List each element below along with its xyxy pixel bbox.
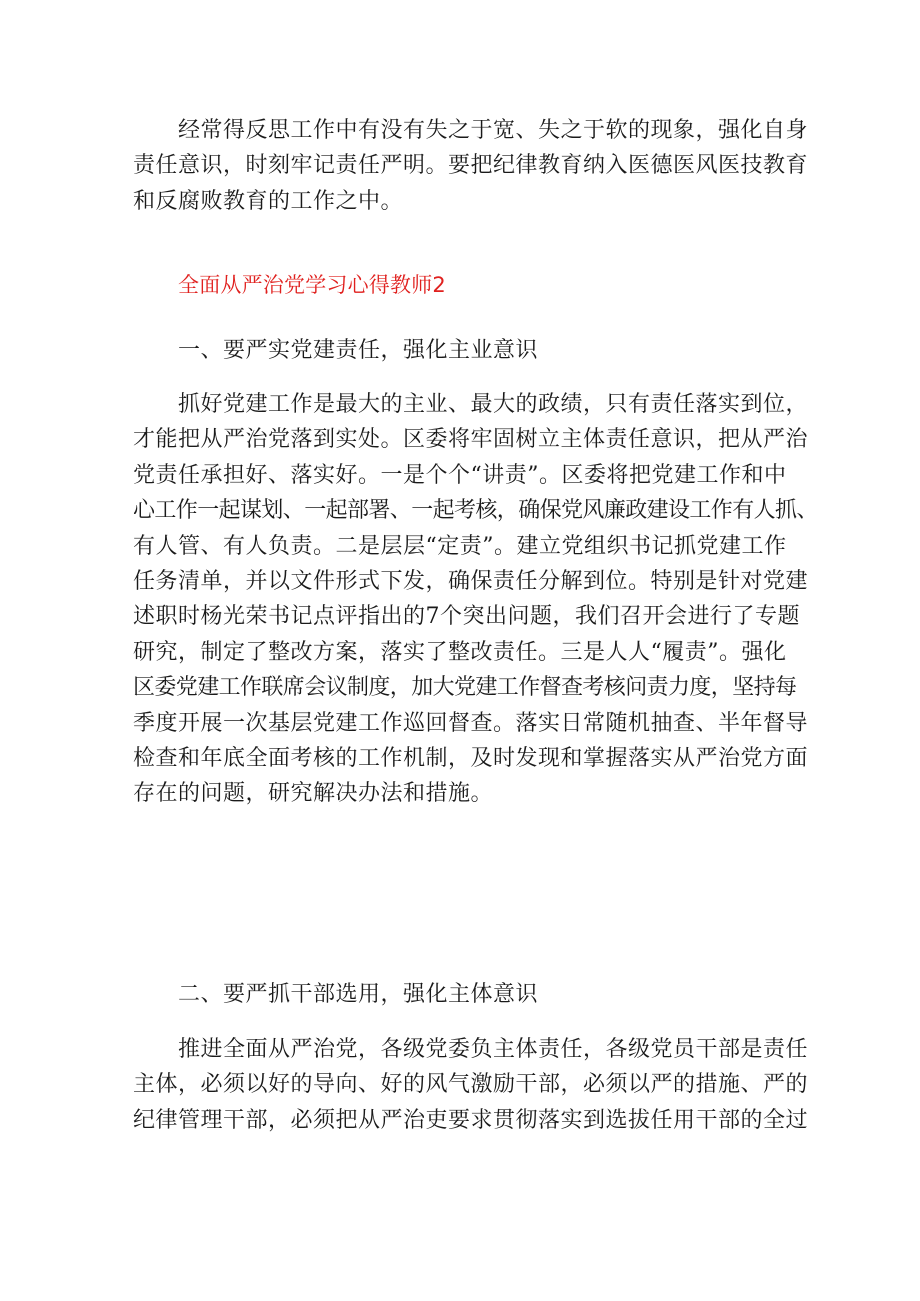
paragraph-intro [133,113,809,219]
text-line: 责任意识，时刻牢记责任严明。要把纪律教育纳入医德医风医技教育 [133,153,809,179]
text-line: 有人管、有人负责。二是层层“定责”。建立党组织书记抓党建工作 [133,533,787,559]
text-line: 党责任承担好、落实好。一是个个“讲责”。区委将把党建工作和中 [133,462,787,488]
text-line: 经常得反思工作中有没有失之于宽、失之于软的现象，强化自身 [178,118,809,143]
text-line: 心工作一起谋划、一起部署、一起考核，确保党风廉政建设工作有人抓、 [133,498,818,524]
text-line: 抓好党建工作是最大的主业、最大的政绩，只有责任落实到位， [178,392,809,417]
text-line: 推进全面从严治党，各级党委负主体责任，各级党员干部是责任 [178,1037,809,1062]
heading-two: 二、要严抓干部选用，强化主体意识 [178,982,539,1007]
paragraph-party-responsibility [133,387,818,812]
text-line: 存在的问题，研究解决办法和措施。 [133,781,494,807]
text-line: 述职时杨光荣书记点评指出的7个突出问题，我们召开会进行了专题 [133,604,800,630]
text-line: 研究，制定了整改方案，落实了整改责任。三是人人“履责”。强化 [133,639,787,665]
text-line: 区委党建工作联席会议制度，加大党建工作督查考核问责力度，坚持每 [133,675,797,701]
heading-one: 一、要严实党建责任，强化主业意识 [178,338,539,363]
paragraph-cadre-selection [133,1032,809,1138]
text-line: 纪律管理干部，必须把从严治吏要求贯彻落实到选拔任用干部的全过 [133,1107,809,1133]
text-line: 主体，必须以好的导向、好的风气激励干部，必须以严的措施、严的 [133,1072,809,1098]
text-line: 任务清单，并以文件形式下发，确保责任分解到位。特别是针对党建 [133,569,809,595]
text-line: 和反腐败教育的工作之中。 [133,188,404,214]
text-line: 季度开展一次基层党建工作巡回督查。落实日常随机抽查、半年督导 [133,710,809,736]
section-title: 全面从严治党学习心得教师2 [178,273,446,297]
text-line: 检查和年底全面考核的工作机制，及时发现和掌握落实从严治党方面 [133,746,809,772]
text-line: 才能把从严治党落到实处。区委将牢固树立主体责任意识，把从严治 [133,427,809,453]
